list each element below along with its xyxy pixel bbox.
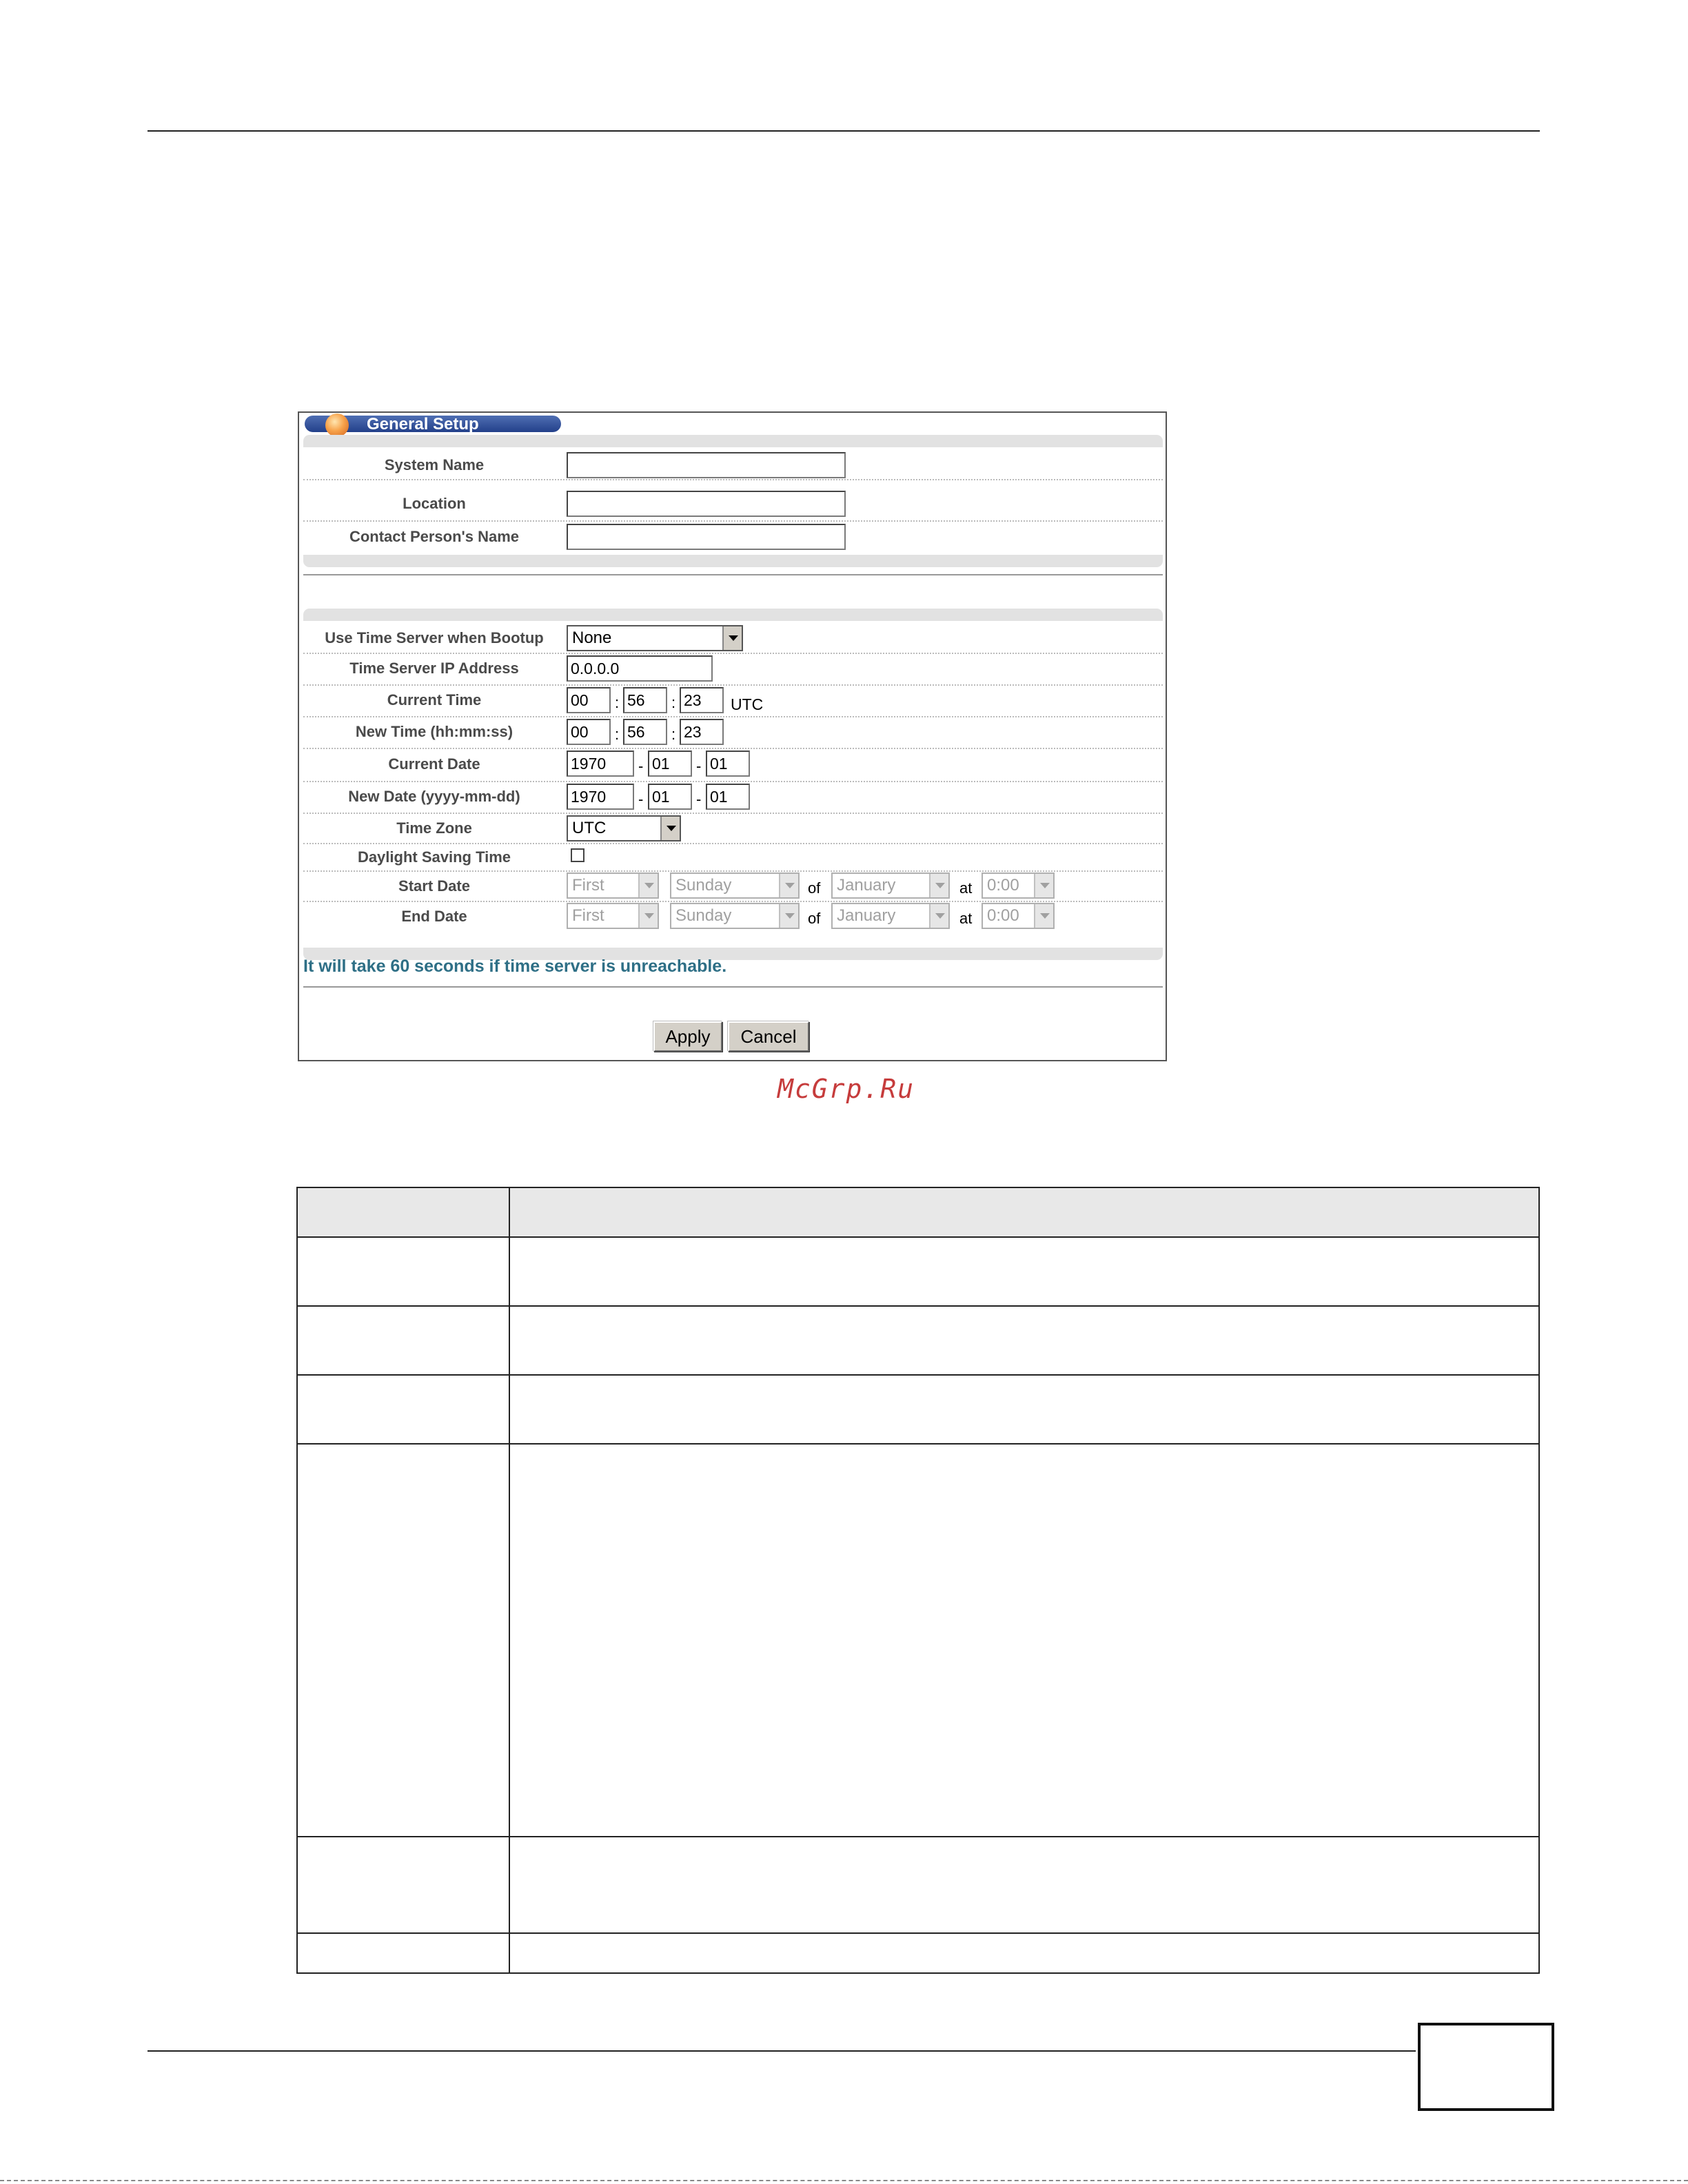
current-day-input[interactable]: 01 [706, 751, 750, 777]
table-row [297, 1306, 1539, 1375]
use-time-server-label: Use Time Server when Bootup [325, 629, 544, 646]
table-row [297, 1837, 1539, 1933]
location-input[interactable] [567, 491, 846, 517]
system-name-input[interactable] [567, 452, 846, 478]
page-edge [0, 2180, 1688, 2181]
start-date-label: Start Date [398, 877, 470, 895]
current-time-row [303, 684, 1163, 717]
description-table [296, 1187, 1540, 1974]
timeout-note: It will take 60 seconds if time server is unreachable. [303, 957, 727, 976]
time-settings-group [303, 609, 1163, 960]
new-date-label: New Date (yyyy-mm-dd) [348, 788, 520, 805]
date-separator: - [638, 790, 644, 808]
table-row [297, 1237, 1539, 1306]
contact-input[interactable] [567, 524, 846, 550]
system-name-label: System Name [384, 456, 485, 473]
chevron-down-icon [722, 626, 742, 650]
table-row [297, 1375, 1539, 1444]
use-time-server-row [303, 621, 1163, 654]
chevron-down-icon [779, 874, 798, 897]
daylight-saving-label: Daylight Saving Time [357, 848, 511, 866]
current-time-label: Current Time [387, 691, 482, 708]
chevron-down-icon [929, 874, 948, 897]
contact-group [303, 522, 1163, 567]
new-month-input[interactable]: 01 [648, 784, 692, 810]
chevron-down-icon [1034, 874, 1053, 897]
general-setup-panel [298, 411, 1167, 1061]
chevron-down-icon [638, 904, 658, 928]
current-month-input[interactable]: 01 [648, 751, 692, 777]
chevron-down-icon [929, 904, 948, 928]
new-time-row [303, 716, 1163, 749]
current-year-input[interactable]: 1970 [567, 751, 634, 777]
end-date-label: End Date [401, 908, 467, 925]
footer-rule [148, 2050, 1416, 2052]
panel-title: General Setup [367, 415, 479, 433]
end-date-row [303, 901, 1163, 931]
location-label: Location [403, 495, 466, 512]
daylight-saving-checkbox[interactable] [571, 848, 584, 862]
time-zone-row [303, 813, 1163, 844]
new-day-input[interactable]: 01 [706, 784, 750, 810]
system-info-group [303, 435, 1163, 489]
current-date-label: Current Date [388, 755, 480, 773]
start-day-select[interactable]: Sunday [670, 872, 800, 899]
start-month-select[interactable]: January [831, 872, 950, 899]
panel-title-bar [305, 416, 561, 432]
daylight-saving-row [303, 843, 1163, 872]
chevron-down-icon [779, 904, 798, 928]
end-day-select[interactable]: Sunday [670, 903, 800, 929]
new-time-label: New Time (hh:mm:ss) [355, 723, 513, 740]
section-divider [303, 574, 1163, 575]
watermark: McGrp.Ru [777, 1074, 915, 1104]
orb-icon [325, 414, 349, 437]
contact-row [303, 522, 1163, 553]
utc-label: UTC [731, 695, 764, 713]
current-hour-input[interactable]: 00 [567, 687, 611, 713]
start-hour-select[interactable]: 0:00 [982, 872, 1055, 899]
new-hour-input[interactable]: 00 [567, 719, 611, 745]
chevron-down-icon [1034, 904, 1053, 928]
label-header [297, 1187, 509, 1237]
at-label: at [959, 879, 973, 897]
time-separator: : [671, 726, 676, 743]
description-header [509, 1187, 1539, 1237]
time-zone-label: Time Zone [396, 819, 472, 837]
end-week-select[interactable]: First [567, 903, 659, 929]
time-separator: : [615, 694, 620, 711]
time-server-ip-input[interactable]: 0.0.0.0 [567, 655, 713, 682]
date-separator: - [696, 790, 702, 808]
time-separator: : [615, 726, 620, 743]
location-group [303, 489, 1163, 523]
location-row [303, 489, 1163, 522]
date-separator: - [638, 757, 644, 775]
page-number-box [1418, 2023, 1554, 2111]
at-label: at [959, 910, 973, 927]
header-rule [148, 130, 1540, 132]
chevron-down-icon [660, 817, 680, 840]
new-minute-input[interactable]: 56 [623, 719, 667, 745]
end-month-select[interactable]: January [831, 903, 950, 929]
new-date-row [303, 781, 1163, 814]
time-separator: : [671, 694, 676, 711]
of-label: of [808, 910, 821, 927]
chevron-down-icon [638, 874, 658, 897]
new-second-input[interactable]: 23 [680, 719, 724, 745]
current-date-row [303, 748, 1163, 782]
of-label: of [808, 879, 821, 897]
current-second-input[interactable]: 23 [680, 687, 724, 713]
system-name-row [303, 447, 1163, 480]
start-week-select[interactable]: First [567, 872, 659, 899]
time-server-select[interactable]: None [567, 625, 743, 651]
table-row [297, 1444, 1539, 1837]
date-separator: - [696, 757, 702, 775]
time-zone-select[interactable]: UTC [567, 815, 681, 841]
time-server-ip-label: Time Server IP Address [349, 660, 519, 677]
table-header-row [297, 1187, 1539, 1237]
end-hour-select[interactable]: 0:00 [982, 903, 1055, 929]
time-server-ip-row [303, 653, 1163, 686]
current-minute-input[interactable]: 56 [623, 687, 667, 713]
apply-button[interactable]: Apply [653, 1021, 722, 1052]
contact-label: Contact Person's Name [349, 528, 520, 545]
start-date-row [303, 870, 1163, 902]
button-divider [303, 986, 1163, 988]
new-year-input[interactable]: 1970 [567, 784, 634, 810]
cancel-button[interactable]: Cancel [728, 1021, 809, 1052]
table-row [297, 1933, 1539, 1973]
